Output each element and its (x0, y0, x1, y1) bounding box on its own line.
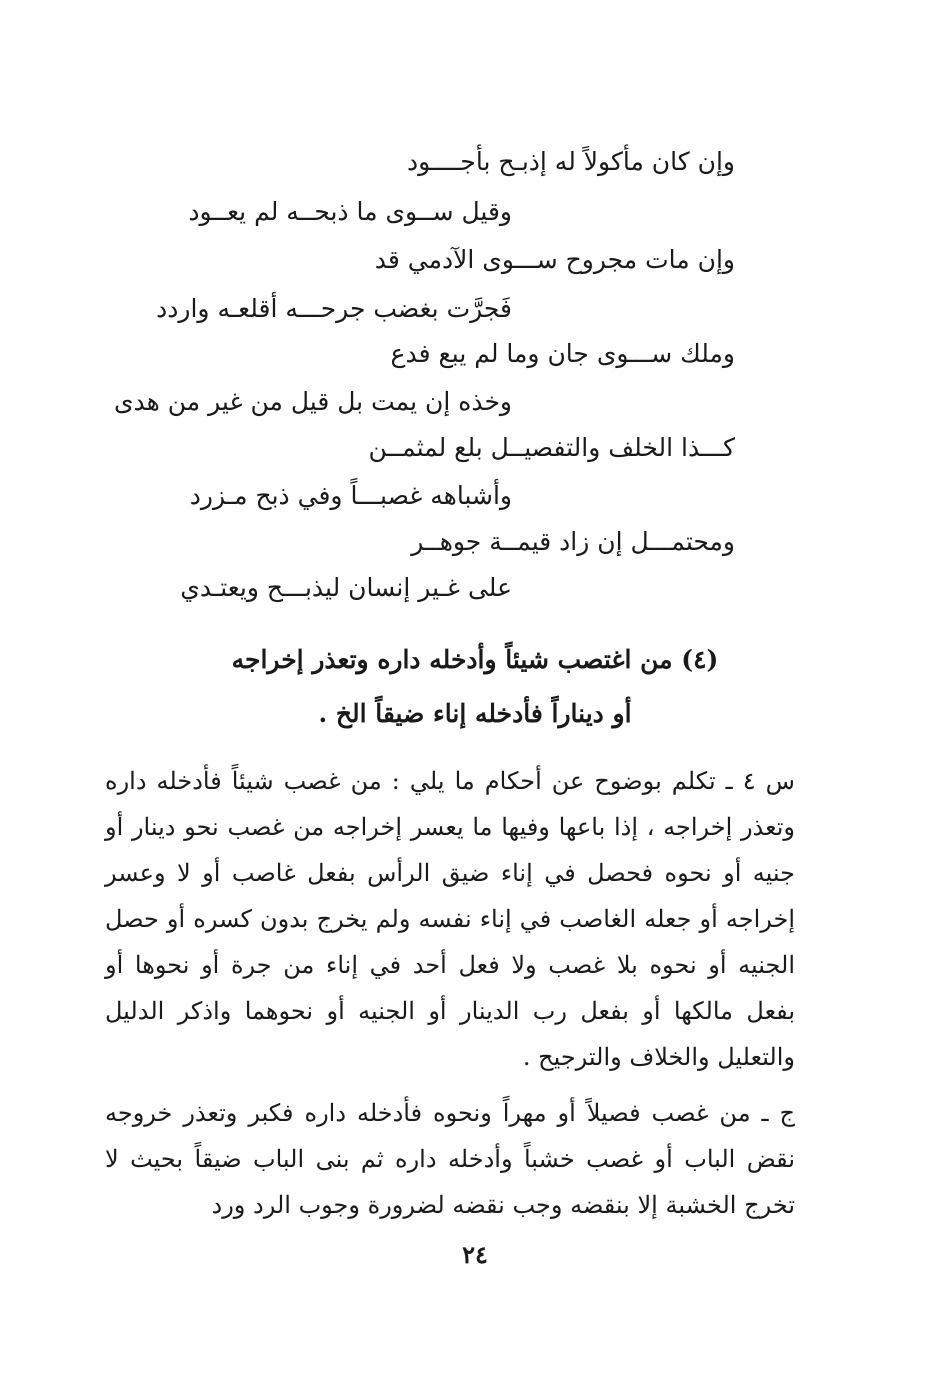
poem-line-9: ومحتمـــل إن زاد قيمــة جوهــر (411, 527, 735, 556)
poem-line-4: فَجرَّت بغضب جرحـــه أقلعـه واردد (156, 294, 512, 323)
page-number: ٢٤ (462, 1240, 488, 1269)
poem-line-10: على غـير إنسان ليذبـــح ويعتـدي (180, 573, 512, 602)
poem-line-3: وإن مات مجروح ســـوى الآدمي قد (374, 245, 735, 274)
section-heading-line-2: أو ديناراً فأدخله إناء ضيقاً الخ . (318, 699, 632, 728)
section-heading-line-1: (٤) من اغتصب شيئاً وأدخله داره وتعذر إخراجه (231, 645, 719, 674)
answer-paragraph: ج ـ من غصب فصيلاً أو مهراً ونحوه فأدخله داره فكبر وتعذر خروجه نقض الباب أو غصب خشباً وأدخله داره ثم بنى الباب ضيقاً بحيث لا تخرج الخشبة إلا بنقضه وجب نقضه لضرورة وجوب الرد ورد (105, 1099, 795, 1219)
poem-line-1: وإن كان مأكولاً له إذبـح بأجــــود (407, 147, 735, 176)
poem-line-8: وأشباهه غصبـــاً وفي ذبح مـزرد (189, 481, 512, 510)
poem-line-5: وملك ســـوى جان وما لم يبع فدع (390, 339, 735, 368)
question-paragraph: س ٤ ـ تكلم بوضوح عن أحكام ما يلي : من غصب شيئاً فأدخله داره وتعذر إخراجه ، إذا باعها وفيها ما يعسر إخراجه من غصب نحو دينار أو جنيه أو نحوه فحصل في إناء ضيق الرأس بفعل غاصب أو لا وعسر إخراجه أو جعله الغاصب في إناء نفسه ولم يخرج بدون كسره أو حصل الجنيه أو نحوه بلا غصب ولا فعل أحد في إناء من جرة أو نحوها أو بفعل مالكها أو بفعل رب الدينار أو الجنيه أو نحوهما واذكر الدليل والتعليل والخلاف والترجيح . (105, 767, 795, 1071)
poem-line-7: كـــذا الخلف والتفصيــل بلع لمثمــن (368, 433, 735, 462)
poem-line-2: وقيل ســوى ما ذبحــه لم يعــود (188, 197, 512, 226)
poem-line-6: وخذه إن يمت بل قيل من غير من هدى (113, 387, 512, 416)
